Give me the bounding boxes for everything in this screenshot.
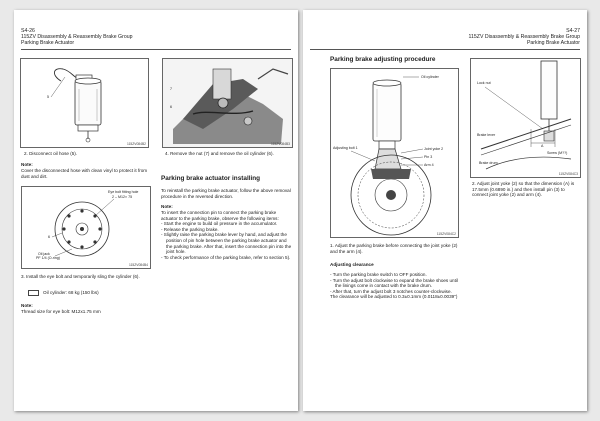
label-oil-jack-port: PF 1/4 (O-ring) [36,256,60,260]
page-subtitle: Parking Brake Actuator [526,40,580,47]
figure-joint-yoke [470,58,581,178]
label-brake-drum: Brake drum [479,161,498,165]
install-note-intro: To insert the connection pin to connect the parking brake actuator to the parking brake, observe the following items: [161,210,279,221]
right-page [303,10,587,411]
page-number: S4-26 [21,28,35,34]
label-joint-yoke: Joint yoke 2 [424,147,444,151]
label-screw: Screw (M??) [547,151,568,155]
page-number: S4-27 [566,28,580,34]
clearance-list [330,272,460,300]
page-subtitle: Parking Brake Actuator [21,40,75,47]
callout-nut: 7 [170,87,172,91]
install-bullet: - Start the engine to build oil pressure in the accumulator. [161,221,278,227]
label-arm: Arm 4 [424,163,434,167]
figure-code: 115ZV084B4 [128,263,148,267]
clearance-bullet: - Turn the adjust bolt clockwise to expand the brake shoes until the linings come in contact with the brake drum. [330,277,458,289]
left-page [14,10,298,411]
note-title: Note: [21,162,33,167]
figure-remove-nut [162,58,293,148]
install-bullet-list [161,221,293,260]
figure-oil-hose [20,58,149,148]
photo-drawing [163,59,292,147]
weight-line [28,290,152,296]
step-2: 2. Adjust joint yoke (2) so that the dimension (A) is 17.5mm (0.6890 in.) and then install pin (3) to connect joint yoke (2) and arm (4). [472,181,575,198]
install-bullet: - Release the parking brake. [161,226,219,232]
clearance-heading: Adjusting clearance [330,262,374,267]
install-heading: Parking brake actuator installing [161,175,261,182]
label-brake-lever: Brake lever [477,133,496,137]
header-rule [21,49,291,50]
step-2: 2. Disconnect oil hose (5). [24,151,78,156]
label-lock-nut: Lock nut [477,81,491,85]
install-note-body [161,210,293,260]
figure-eye-bolt [21,186,151,269]
label-adjusting-bolt: Adjusting bolt 1 [333,146,358,150]
label-eye-bolt-hole: Eye bolt fitting hole [108,190,139,194]
cylinder-hose-drawing [21,59,148,147]
label-oil-cylinder: Oil cylinder [421,75,439,79]
step-1: 1. Adjust the parking brake before connecting the joint yoke (2) and the arm (4). [330,243,458,254]
header-rule [310,49,580,50]
callout-cylinder: 6 [170,105,172,109]
note-text: Cover the disconnected hose with clean vinyl to protect it from dust and dirt. [21,168,148,179]
callout-cylinder: 6 [48,235,50,239]
label-oil-jack: Oil jack [38,252,50,256]
label-pin: Pin 3 [424,155,433,159]
note-text: Thread size for eye bolt: M12x1.75 mm [21,309,101,314]
note-title: Note: [21,303,33,308]
right-header [469,28,580,47]
clearance-bullet: - After that, turn the adjust bolt 3 notches counter-clockwise. [330,288,452,294]
procedure-heading: Parking brake adjusting procedure [330,56,436,63]
install-bullet: - Slightly raise the parking brake lever by hand, and adjust the position of pin hole between the parking brake actuator and the parking brake. After that, insert the connection pin into the joint hole. [161,232,292,255]
callout-hose: 5 [47,95,49,99]
clearance-bullet: The clearance will be adjusted to 0.3±0.1mm (0.0118±0.0039") [330,294,458,300]
install-note-title: Note: [161,204,173,209]
left-header [21,28,132,47]
weight-icon [28,290,39,296]
label-dimension-a: A [541,144,544,148]
clearance-bullet: - Turn the parking brake switch to OFF position. [330,272,427,277]
figure-code: 115ZV084C3 [558,172,578,176]
weight-text: Oil cylinder: 68 kg (150 lbs) [43,290,99,296]
brake-assembly-drawing [331,69,458,237]
figure-code: 115ZV084B2 [126,142,146,146]
install-bullet: - To check performance of the parking brake, refer to section 5). [161,254,291,260]
figure-brake-assembly [330,68,459,238]
install-intro: To reinstall the parking brake actuator, follow the above removal procedure in the reversed direction. [161,188,291,199]
step-4: 4. Remove the nut (7) and remove the oil cylinder (6). [165,151,274,156]
figure-code: 115ZV084C2 [436,232,456,236]
label-eye-bolt-size: 2 – M12× 75 [112,195,133,199]
section-title: 115ZV Disassembly & Reassembly Brake Group [468,34,580,41]
section-title: 115ZV Disassembly & Reassembly Brake Group [21,34,133,41]
figure-code: 115ZV084B3 [270,142,290,146]
joint-yoke-drawing [471,59,580,177]
step-3: 3. Install the eye bolt and temporarily sling the cylinder (6). [21,274,140,279]
